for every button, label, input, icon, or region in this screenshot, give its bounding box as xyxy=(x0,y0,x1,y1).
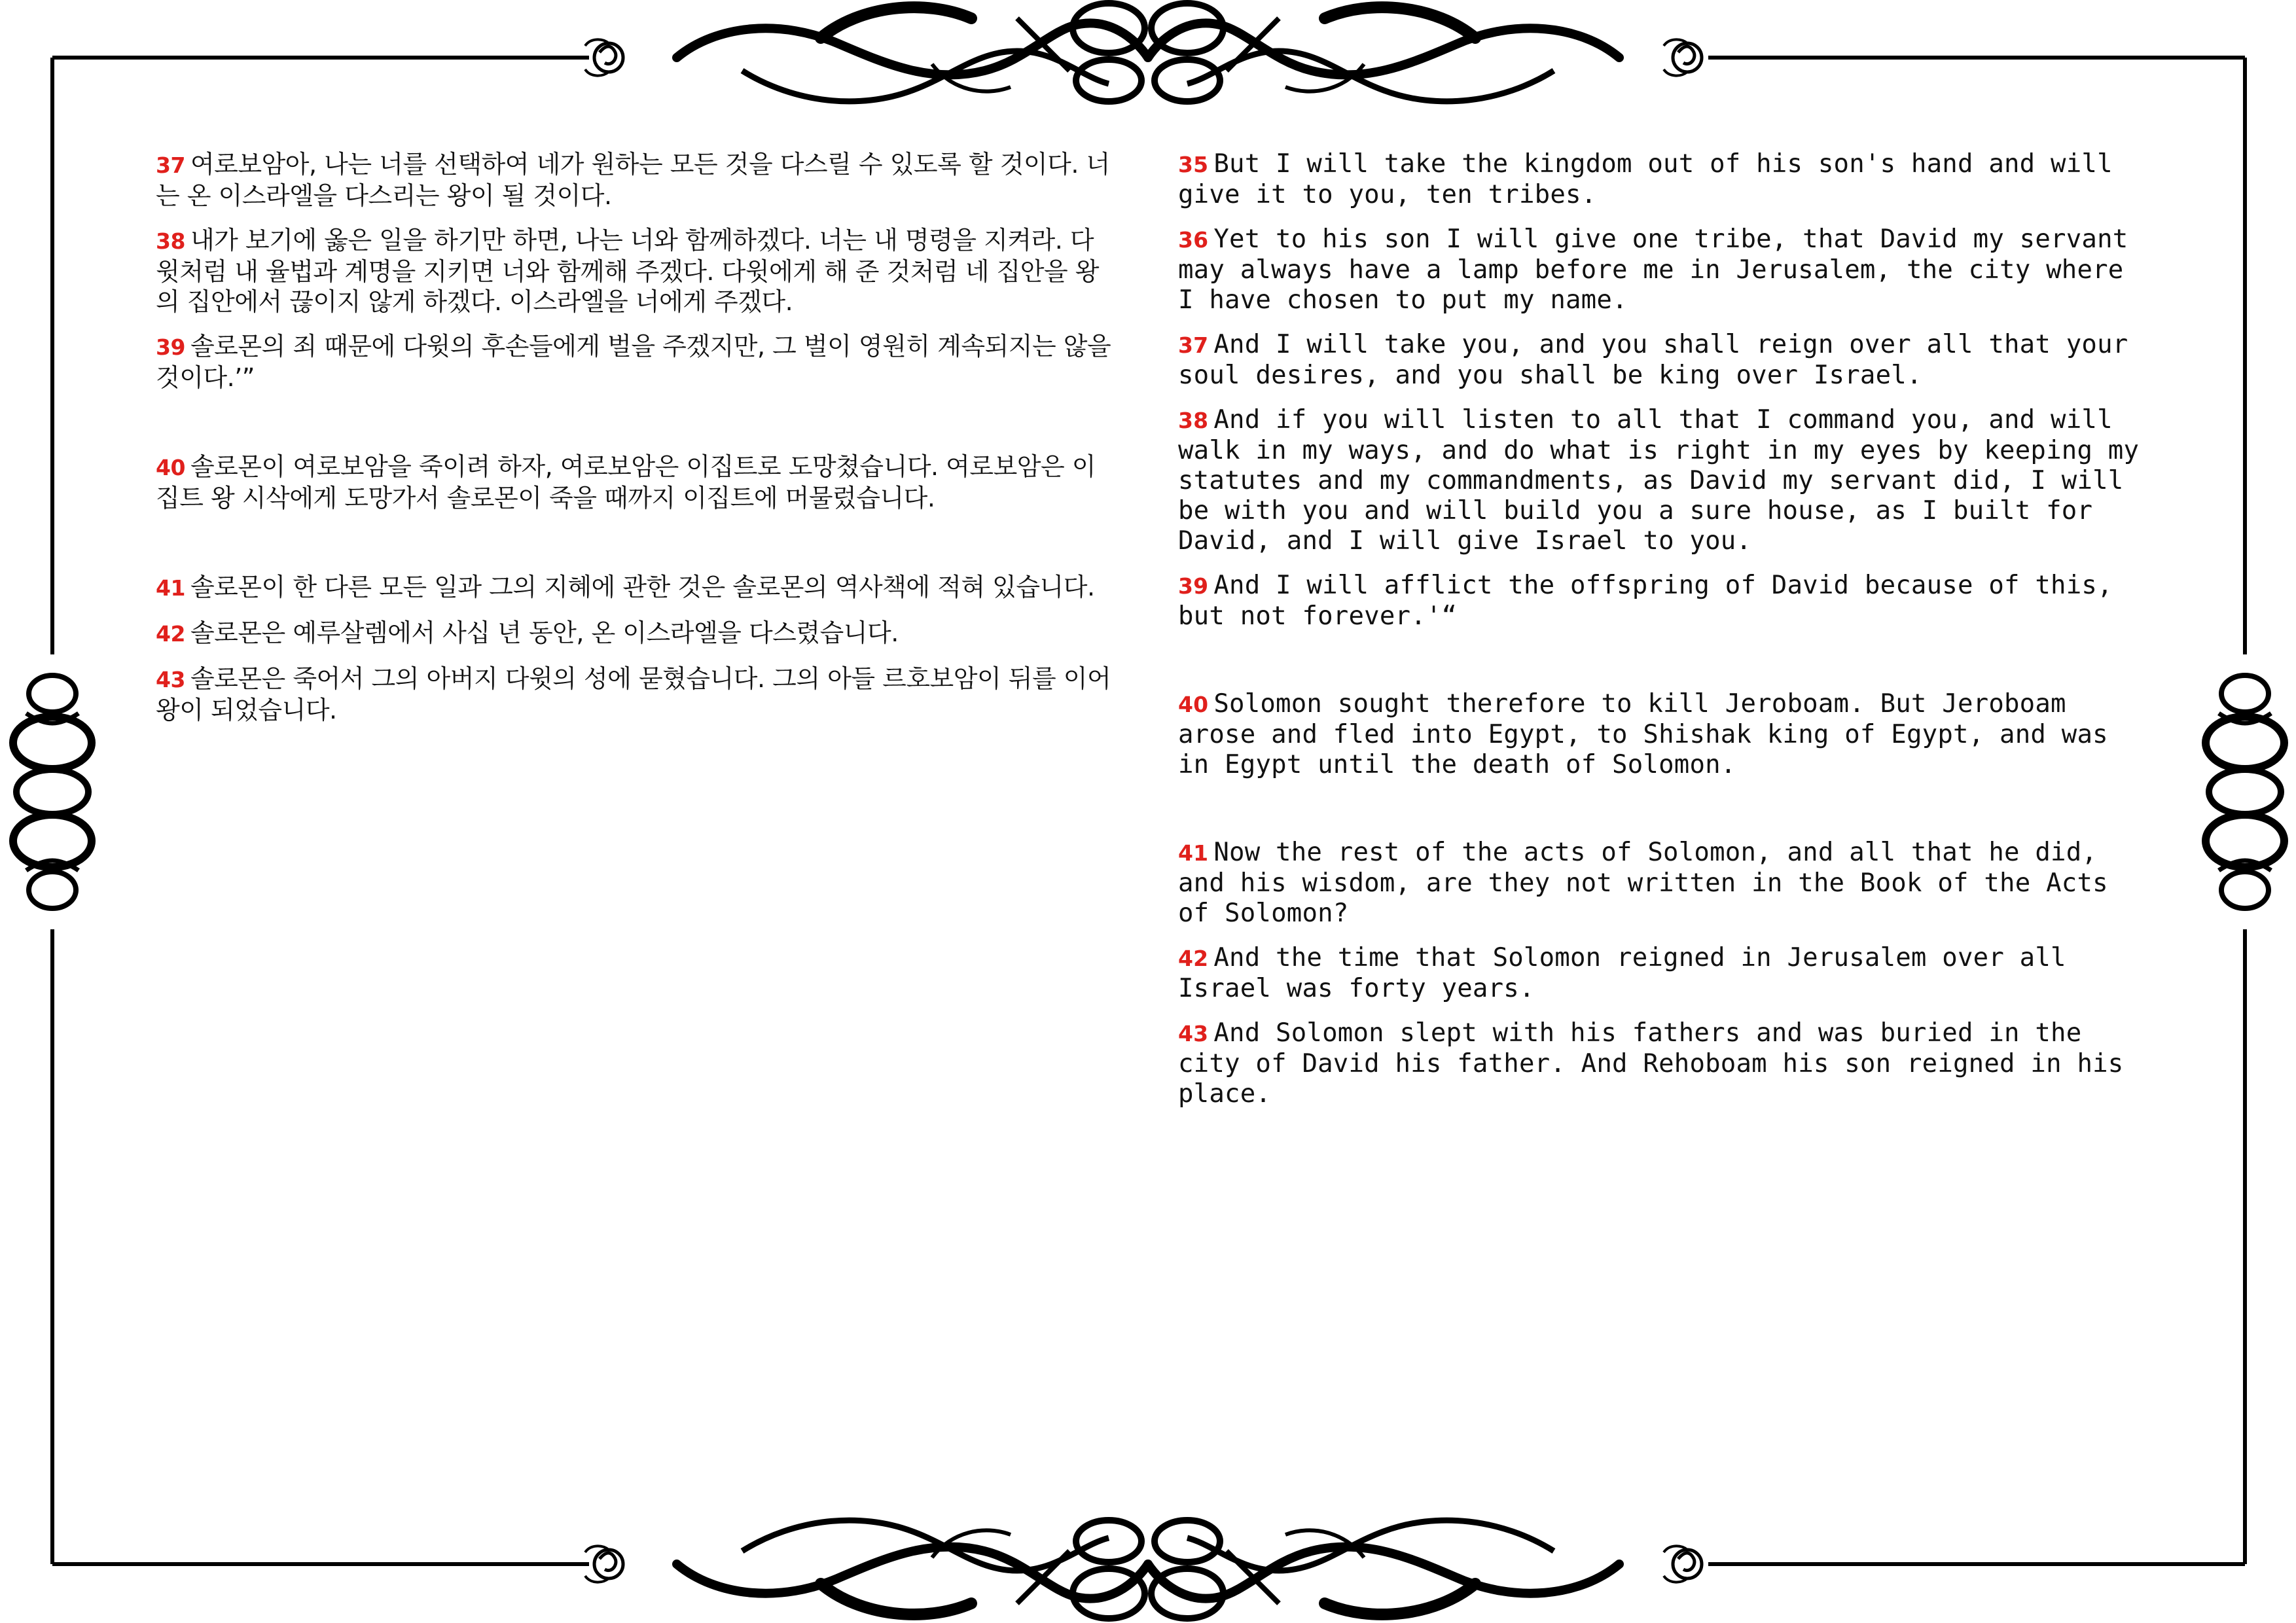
english-column xyxy=(1178,149,2147,1124)
verse-number: 42 xyxy=(1178,946,1209,971)
english-verse xyxy=(1178,1018,2147,1109)
verse-text: But I will take the kingdom out of his son's hand and will give it to you, ten tribes. xyxy=(1178,149,2113,209)
verse-text: 솔로몬의 죄 때문에 다윗의 후손들에게 벌을 주겠지만, 그 벌이 영원히 계속되지는 않을 것이다.’” xyxy=(156,332,1111,392)
verse-number: 42 xyxy=(156,621,185,647)
verse-number: 41 xyxy=(156,575,185,601)
korean-column xyxy=(156,149,1111,740)
verse-number: 40 xyxy=(156,455,185,480)
verse-number: 43 xyxy=(1178,1021,1209,1046)
verse-text: And Solomon slept with his fathers and was buried in the city of David his father. And Rehoboam his son reigned in his place. xyxy=(1178,1018,2124,1109)
verse-text: Solomon sought therefore to kill Jeroboam. But Jeroboam arose and fled into Egypt, to Shishak king of Egypt, and was in Egypt until the death of Solomon. xyxy=(1178,689,2108,779)
korean-verse xyxy=(156,618,1111,649)
verse-number: 39 xyxy=(156,334,185,360)
english-verse xyxy=(1178,224,2147,315)
korean-verse xyxy=(156,664,1111,725)
verse-number: 38 xyxy=(156,228,185,254)
verse-number: 37 xyxy=(156,152,185,178)
verse-text: And the time that Solomon reigned in Jerusalem over all Israel was forty years. xyxy=(1178,943,2066,1003)
english-verse xyxy=(1178,149,2147,210)
verse-number: 40 xyxy=(1178,692,1209,717)
english-verse xyxy=(1178,689,2147,780)
verse-text: 솔로몬은 예루살렘에서 사십 년 동안, 온 이스라엘을 다스렸습니다. xyxy=(190,618,899,647)
verse-text: 솔로몬은 죽어서 그의 아버지 다윗의 성에 묻혔습니다. 그의 아들 르호보암이 뒤를 이어 왕이 되었습니다. xyxy=(156,664,1111,724)
english-verse xyxy=(1178,838,2147,929)
verse-text: 내가 보기에 옳은 일을 하기만 하면, 나는 너와 함께하겠다. 너는 내 명령을 지켜라. 다윗처럼 내 율법과 계명을 지키면 너와 함께해 주겠다. 다윗에게 해 준 것처럼 네 집안을 왕의 집안에서 끊이지 않게 하겠다. 이스라엘을 너에게 주겠다. xyxy=(156,226,1099,316)
verse-text: And I will take you, and you shall reign over all that your soul desires, and you shall be king over Israel. xyxy=(1178,330,2128,390)
verse-text: Yet to his son I will give one tribe, that David my servant may always have a lamp before me in Jerusalem, the city where I have chosen to put my name. xyxy=(1178,224,2128,315)
verse-number: 37 xyxy=(1178,332,1209,358)
english-verse xyxy=(1178,405,2147,556)
verse-number: 38 xyxy=(1178,408,1209,433)
verse-number: 35 xyxy=(1178,152,1209,177)
english-verse xyxy=(1178,943,2147,1004)
korean-verse xyxy=(156,572,1111,603)
verse-text: And I will afflict the offspring of David because of this, but not forever.'“ xyxy=(1178,571,2113,631)
verse-number: 43 xyxy=(156,667,185,692)
korean-verse xyxy=(156,225,1111,317)
verse-text: 솔로몬이 여로보암을 죽이려 하자, 여로보암은 이집트로 도망쳤습니다. 여로보암은 이집트 왕 시삭에게 도망가서 솔로몬이 죽을 때까지 이집트에 머물렀습니다. xyxy=(156,452,1096,512)
english-verse xyxy=(1178,330,2147,391)
verse-number: 41 xyxy=(1178,840,1209,866)
verse-number: 39 xyxy=(1178,573,1209,599)
korean-verse xyxy=(156,452,1111,513)
verse-number: 36 xyxy=(1178,227,1209,253)
korean-verse xyxy=(156,331,1111,393)
korean-verse xyxy=(156,149,1111,211)
verse-text: 솔로몬이 한 다른 모든 일과 그의 지혜에 관한 것은 솔로몬의 역사책에 적혀 있습니다. xyxy=(190,573,1095,601)
verse-text: And if you will listen to all that I command you, and will walk in my ways, and do what is right in my eyes by keeping my statutes and my commandments, as David my servant did, I will be with you and will build you a sure house, as I built for David, and I will give Israel to you. xyxy=(1178,405,2140,556)
english-verse xyxy=(1178,571,2147,632)
verse-text: 여로보암아, 나는 너를 선택하여 네가 원하는 모든 것을 다스릴 수 있도록 할 것이다. 너는 온 이스라엘을 다스리는 왕이 될 것이다. xyxy=(156,150,1110,210)
verse-text: Now the rest of the acts of Solomon, and all that he did, and his wisdom, are they not written in the Book of the Acts of Solomon? xyxy=(1178,838,2108,928)
